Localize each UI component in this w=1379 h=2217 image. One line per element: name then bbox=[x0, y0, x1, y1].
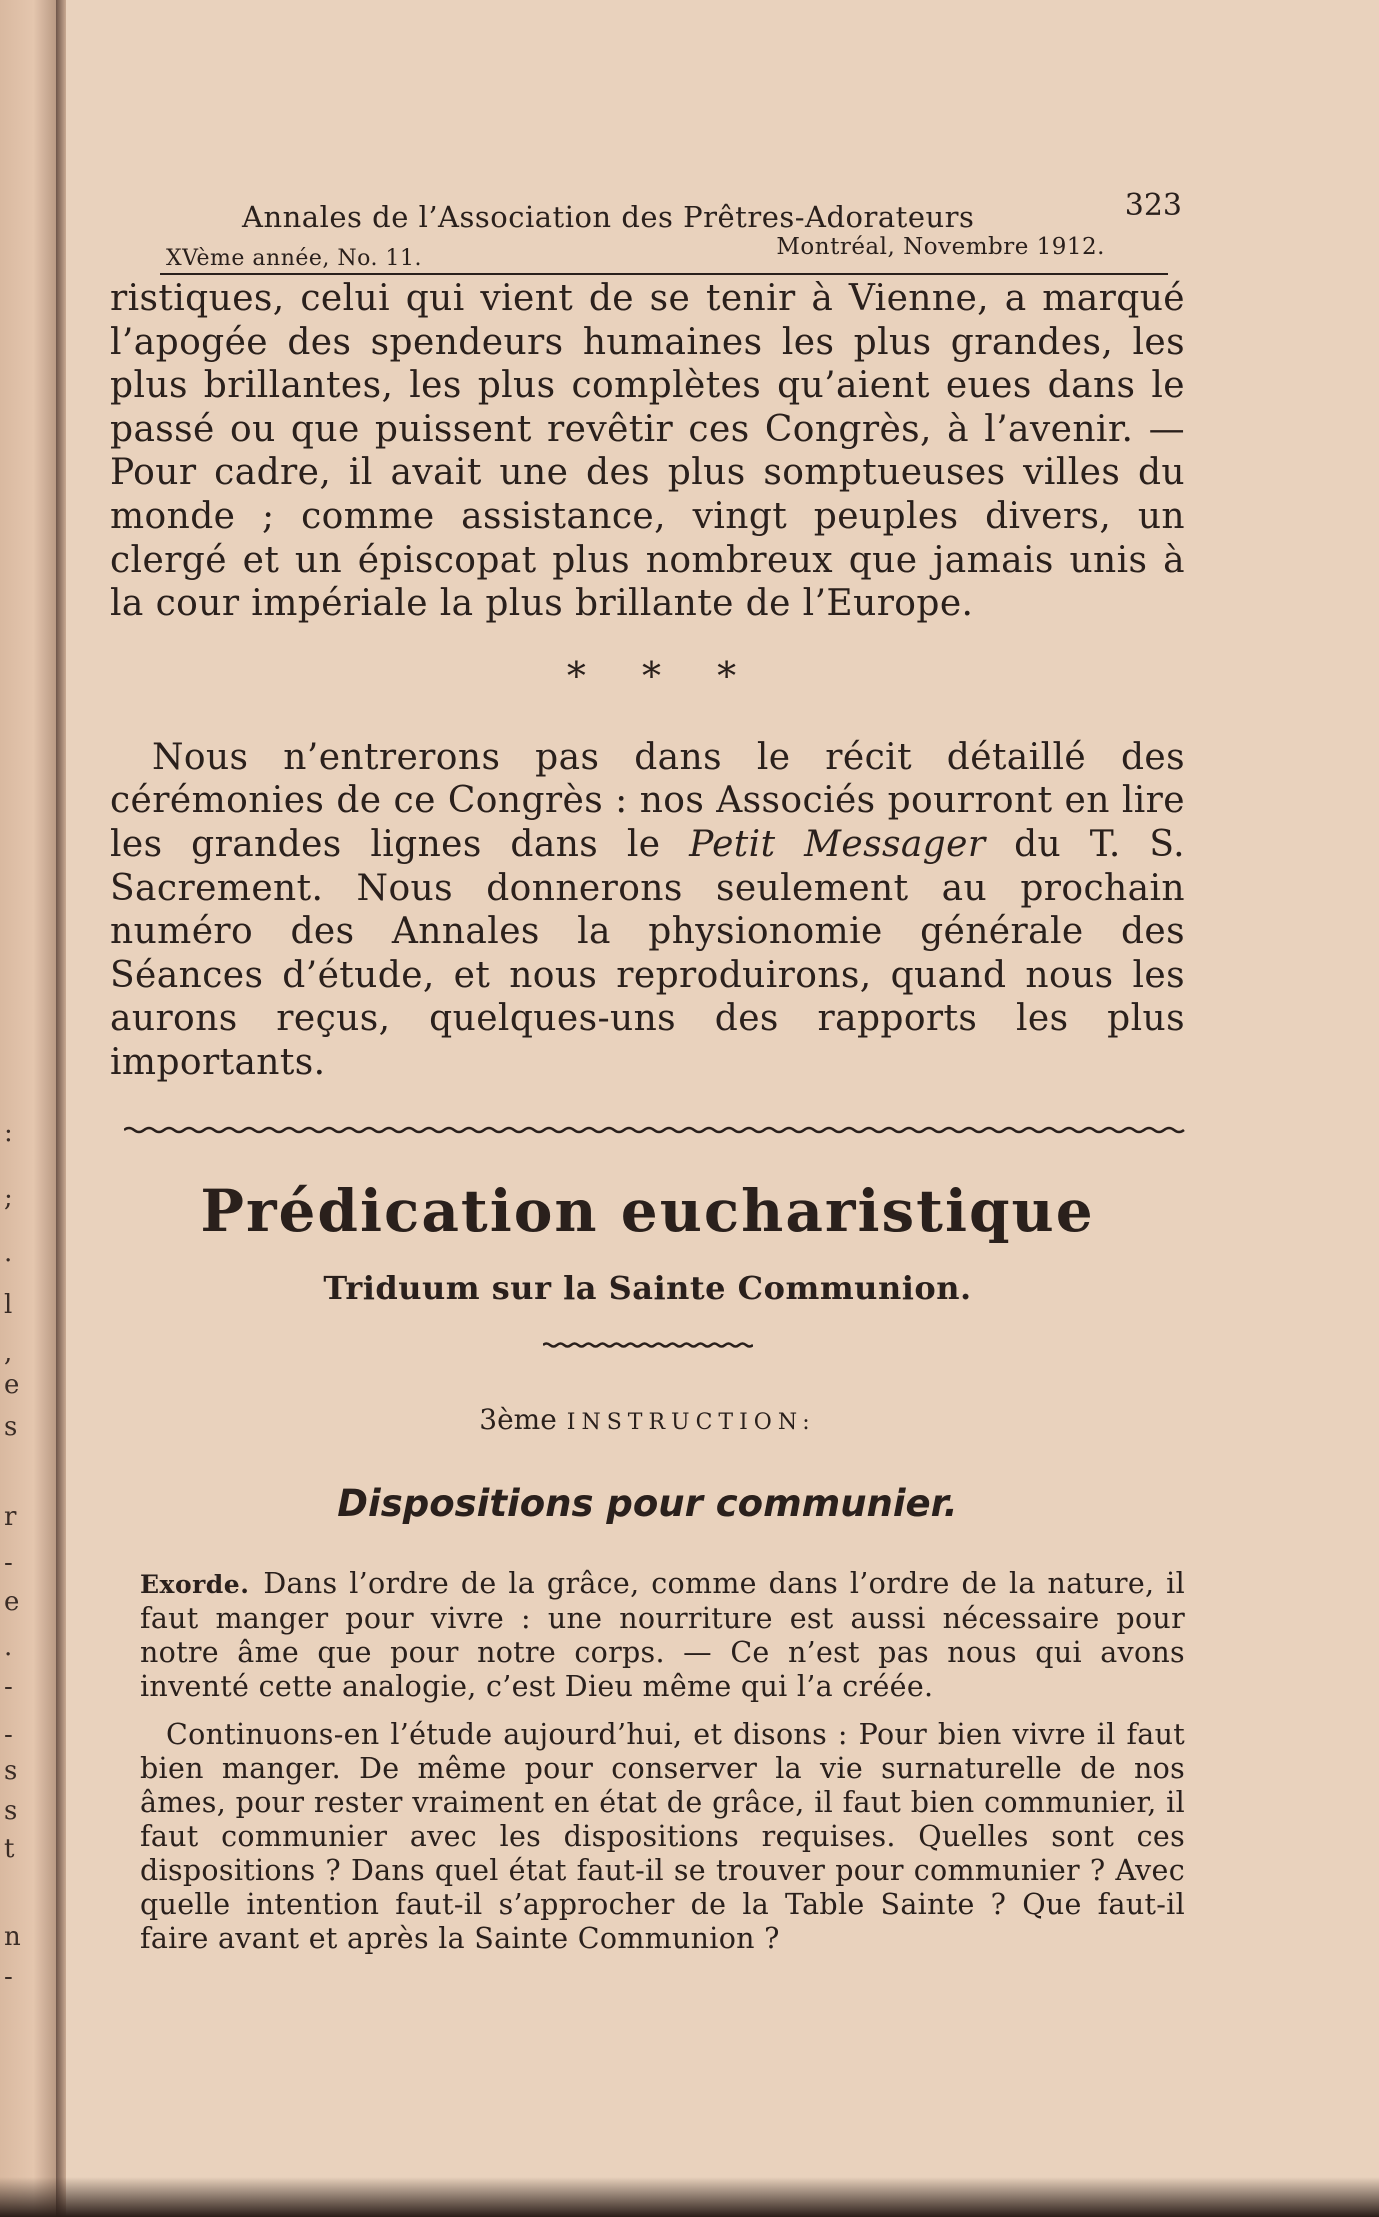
header-rule bbox=[160, 273, 1168, 275]
facing-page-fragment: s bbox=[4, 1412, 18, 1442]
congress-paragraph-end: du T. S. Sacrement. Nous donnerons seulement au prochain numéro des Annales la physionomie générale des Séances d’étude, et nous reproduirons, quand nous les aurons reçus, quelques-uns des rapports les plus importants. bbox=[110, 823, 1185, 1083]
journal-page bbox=[110, 170, 1185, 1956]
continuation-paragraph: Continuons-en l’étude aujourd’hui, et disons : Pour bien vivre il faut bien manger. De même pour conserver la vie surnaturelle de nos âmes, pour rester vraiment en état de grâce, il faut bien communier, il faut communier avec les dispositions requises. Quelles sont ces dispositions ? Dans quel état faut-il se trouver pour communier ? Avec quelle intention faut-il s’approcher de la Table Sainte ? Que faut-il faire avant et après la Sainte Communion ? bbox=[140, 1717, 1185, 1955]
facing-page-fragment: - bbox=[4, 1548, 13, 1578]
section-title: Dispositions pour communier. bbox=[337, 1481, 958, 1525]
page-number: 323 bbox=[1124, 188, 1182, 223]
ornamental-divider-short bbox=[543, 1339, 753, 1351]
binding-gutter bbox=[56, 0, 66, 2217]
lead-word: Exorde. bbox=[140, 1569, 250, 1599]
instruction-label: INSTRUCTION: bbox=[566, 1409, 816, 1435]
facing-page-edge bbox=[0, 0, 56, 2217]
facing-page-fragment: ; bbox=[4, 1183, 13, 1213]
facing-page-fragment: n bbox=[4, 1922, 21, 1952]
article-subheadline: Triduum sur la Sainte Communion. bbox=[323, 1268, 972, 1307]
facing-page-fragment: r bbox=[4, 1502, 17, 1532]
place-date: Montréal, Novembre 1912. bbox=[776, 234, 1105, 260]
intro-paragraph: ristiques, celui qui vient de se tenir à Vienne, a marqué l’apogée des spendeurs humaines les plus grandes, les plus brillantes, les plus complètes qu’aient eues dans le passé ou que puissent revêtir ces Congrès, à l’avenir. — Pour cadre, il avait une des plus somptueuses villes du monde ; comme assistance, vingt peuples divers, un clergé et un épiscopat plus nombreux que jamais unis à la cour impériale la plus brillante de l’Europe. bbox=[110, 278, 1185, 625]
facing-page-fragment: : bbox=[4, 1118, 13, 1148]
page-bottom-shadow bbox=[0, 2177, 1379, 2217]
facing-page-fragment: , bbox=[4, 1338, 13, 1368]
facing-page-fragment: s bbox=[4, 1756, 18, 1786]
article-body bbox=[110, 277, 1185, 1956]
facing-page-fragment: - bbox=[4, 1720, 13, 1750]
running-header bbox=[110, 170, 1185, 280]
exorde-text: Dans l’ordre de la grâce, comme dans l’ordre de la nature, il faut manger pour vivre : une nourriture est aussi nécessaire pour notre âme que pour notre corps. — Ce n’est pas nous qui avons inventé cette analogie, c’est Dieu même qui l’a créée. bbox=[140, 1566, 1185, 1703]
facing-page-fragment: e bbox=[4, 1370, 20, 1400]
exorde-paragraph bbox=[110, 1567, 1185, 1704]
asterism-divider: * * * bbox=[566, 653, 759, 698]
congress-paragraph-start: Nous n’entrerons pas dans le récit détaillé des cérémonies de ce Congrès : nos Associés pourront en lire les grandes lignes dans le bbox=[110, 736, 1185, 865]
issue-label: XVème année, No. 11. bbox=[166, 246, 422, 271]
ornamental-divider bbox=[124, 1123, 1189, 1137]
journal-title: Annales de l’Association des Prêtres-Adorateurs bbox=[242, 200, 975, 234]
facing-page-fragment: . bbox=[4, 1238, 13, 1268]
instruction-number: 3ème bbox=[479, 1402, 557, 1436]
congress-paragraph bbox=[110, 736, 1185, 1085]
facing-page-fragment: - bbox=[4, 1962, 13, 1992]
facing-page-fragment: e bbox=[4, 1587, 20, 1617]
instruction-heading bbox=[110, 1403, 1185, 1436]
publication-name: Petit Messager bbox=[689, 823, 986, 865]
facing-page-fragment: s bbox=[4, 1796, 18, 1826]
facing-page-fragment: t bbox=[4, 1834, 15, 1864]
facing-page-fragment: - bbox=[4, 1672, 13, 1702]
facing-page-fragment: l bbox=[4, 1290, 13, 1320]
facing-page-fragment: . bbox=[4, 1632, 13, 1662]
article-headline: Prédication eucharistique bbox=[200, 1176, 1095, 1245]
